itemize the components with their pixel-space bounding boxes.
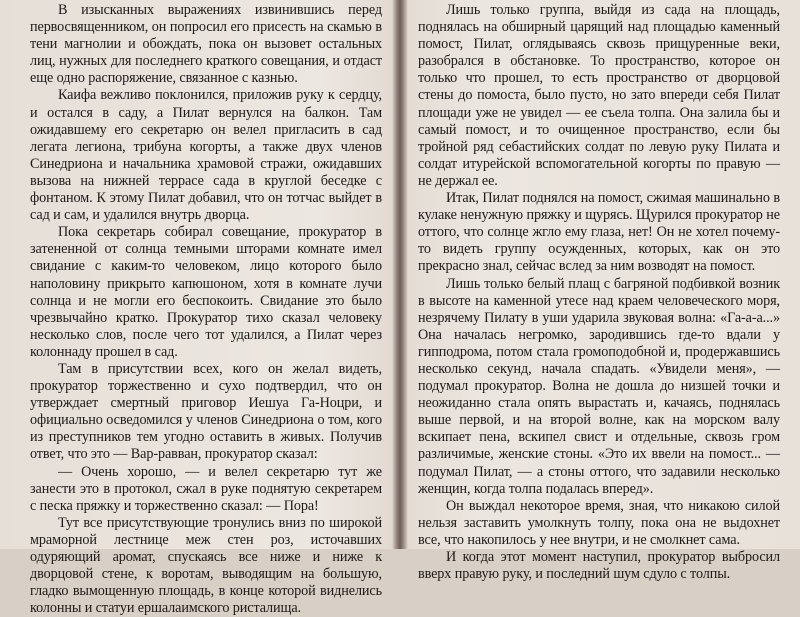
paragraph: Пока секретарь собирал совещание, прокуратор в затененной от солнца темными шторами комнате имел свидание с каким-то человеком, лицо которого было наполовину прикрыто капюшоном, хотя в комнате лучи солнца и не могли его беспокоить. Свидание это было чрезвычайно кратко. Прокуратор тихо сказал человеку несколько слов, после чего тот удалился, а Пилат через колоннаду прошел в сад. — [30, 224, 382, 360]
paragraph: — Очень хорошо, — и велел секретарю тут же занести это в протокол, сжал в руке поднятую секретарем с песка пряжку и торжественно сказал: — Пора! — [30, 463, 382, 514]
left-text-column — [30, 2, 382, 617]
left-page — [0, 0, 396, 617]
paragraph: В изысканных выражениях извинившись перед первосвященником, он попросил его присесть на скамью в тени магнолии и обождать, пока он вызовет остальных лиц, нужных для последнего краткого совещания, и отдаст еще одно распоряжение, связанное с казнью. — [30, 2, 382, 87]
paragraph: И когда этот момент наступил, прокуратор выбросил вверх правую руку, и последний шум сдуло с толпы. — [418, 549, 780, 583]
paragraph: Лишь только белый плащ с багряной подбивкой возник в высоте на каменной утесе над краем человеческого моря, незрячему Пилату в уши ударила звуковая волна: «Га-а-а...» Она началась негромко, зародившись где-то вдали у гипподрома, потом стала громоподобной и, продержавшись несколько секунд, начала спадать. «Увидели меня», — подумал прокуратор. Волна не дошла до низшей точки и неожиданно стала опять вырастать и, качаясь, поднялась выше первой, и на второй волне, как на морском валу вскипает пена, вскипел свист и отдельные, сквозь гром различимые, женские стоны. «Это их ввели на помост... — подумал Пилат, — а стоны оттого, что задавили несколько женщин, когда толпа подалась вперед». — [418, 275, 780, 497]
paragraph: Там в присутствии всех, кого он желал видеть, прокуратор торжественно и сухо подтвердил, что он утверждает смертный приговор Иешуа Га-Ноцри, и официально осведомился у членов Синедриона о том, кого из преступников тем угодно оставить в живых. Получив ответ, что это — Вар-равван, прокуратор сказал: — [30, 360, 382, 463]
paragraph: Он выждал некоторое время, зная, что никакою силой нельзя заставить умолкнуть толпу, пока она не выдохнет все, что накопилось у нее внутри, и не смолкнет сама. — [418, 497, 780, 548]
paragraph: Каифа вежливо поклонился, приложив руку к сердцу, и остался в саду, а Пилат вернулся на балкон. Там ожидавшему его секретарю он велел пригласить в сад легата легиона, трибуна когорты, а также двух членов Синедриона и начальника храмовой стражи, ожидавших вызова на нижней террасе сада в круглой беседке с фонтаном. К этому Пилат добавил, что он тотчас выйдет в сад и сам, и удалился внутрь дворца. — [30, 87, 382, 224]
paragraph: Тут все присутствующие тронулись вниз по широкой мраморной лестнице меж стен роз, источавших одуряющий аромат, спускаясь все ниже и ниже к дворцовой стене, к воротам, выводящим на большую, гладко вымощенную площадь, в конце которой виднелись колонны и статуи ершалаимского ристалища. — [30, 514, 382, 617]
right-text-column — [418, 2, 780, 583]
paragraph: Лишь только группа, выйдя из сада на площадь, поднялась на обширный царящий над площадью каменный помост, Пилат, оглядываясь сквозь прищуренные веки, разобрался в обстановке. То пространство, которое он только что прошел, то есть пространство от дворцовой стены до помоста, было пусто, но зато впереди себя Пилат площади уже не увидел — ее съела толпа. Она залила бы и самый помост, и то очищенное пространство, если бы тройной ряд себастийских солдат по левую руку Пилата и солдат итурейской вспомогательной когорты по правую — не держал ее. — [418, 2, 780, 189]
paragraph: Итак, Пилат поднялся на помост, сжимая машинально в кулаке ненужную пряжку и щурясь. Щурился прокуратор не оттого, что солнце жгло ему глаза, нет! Он не хотел почему-то видеть группу осужденных, которых, как он это прекрасно знал, сейчас вслед за ним возводят на помост. — [418, 190, 780, 275]
right-page — [404, 0, 800, 583]
